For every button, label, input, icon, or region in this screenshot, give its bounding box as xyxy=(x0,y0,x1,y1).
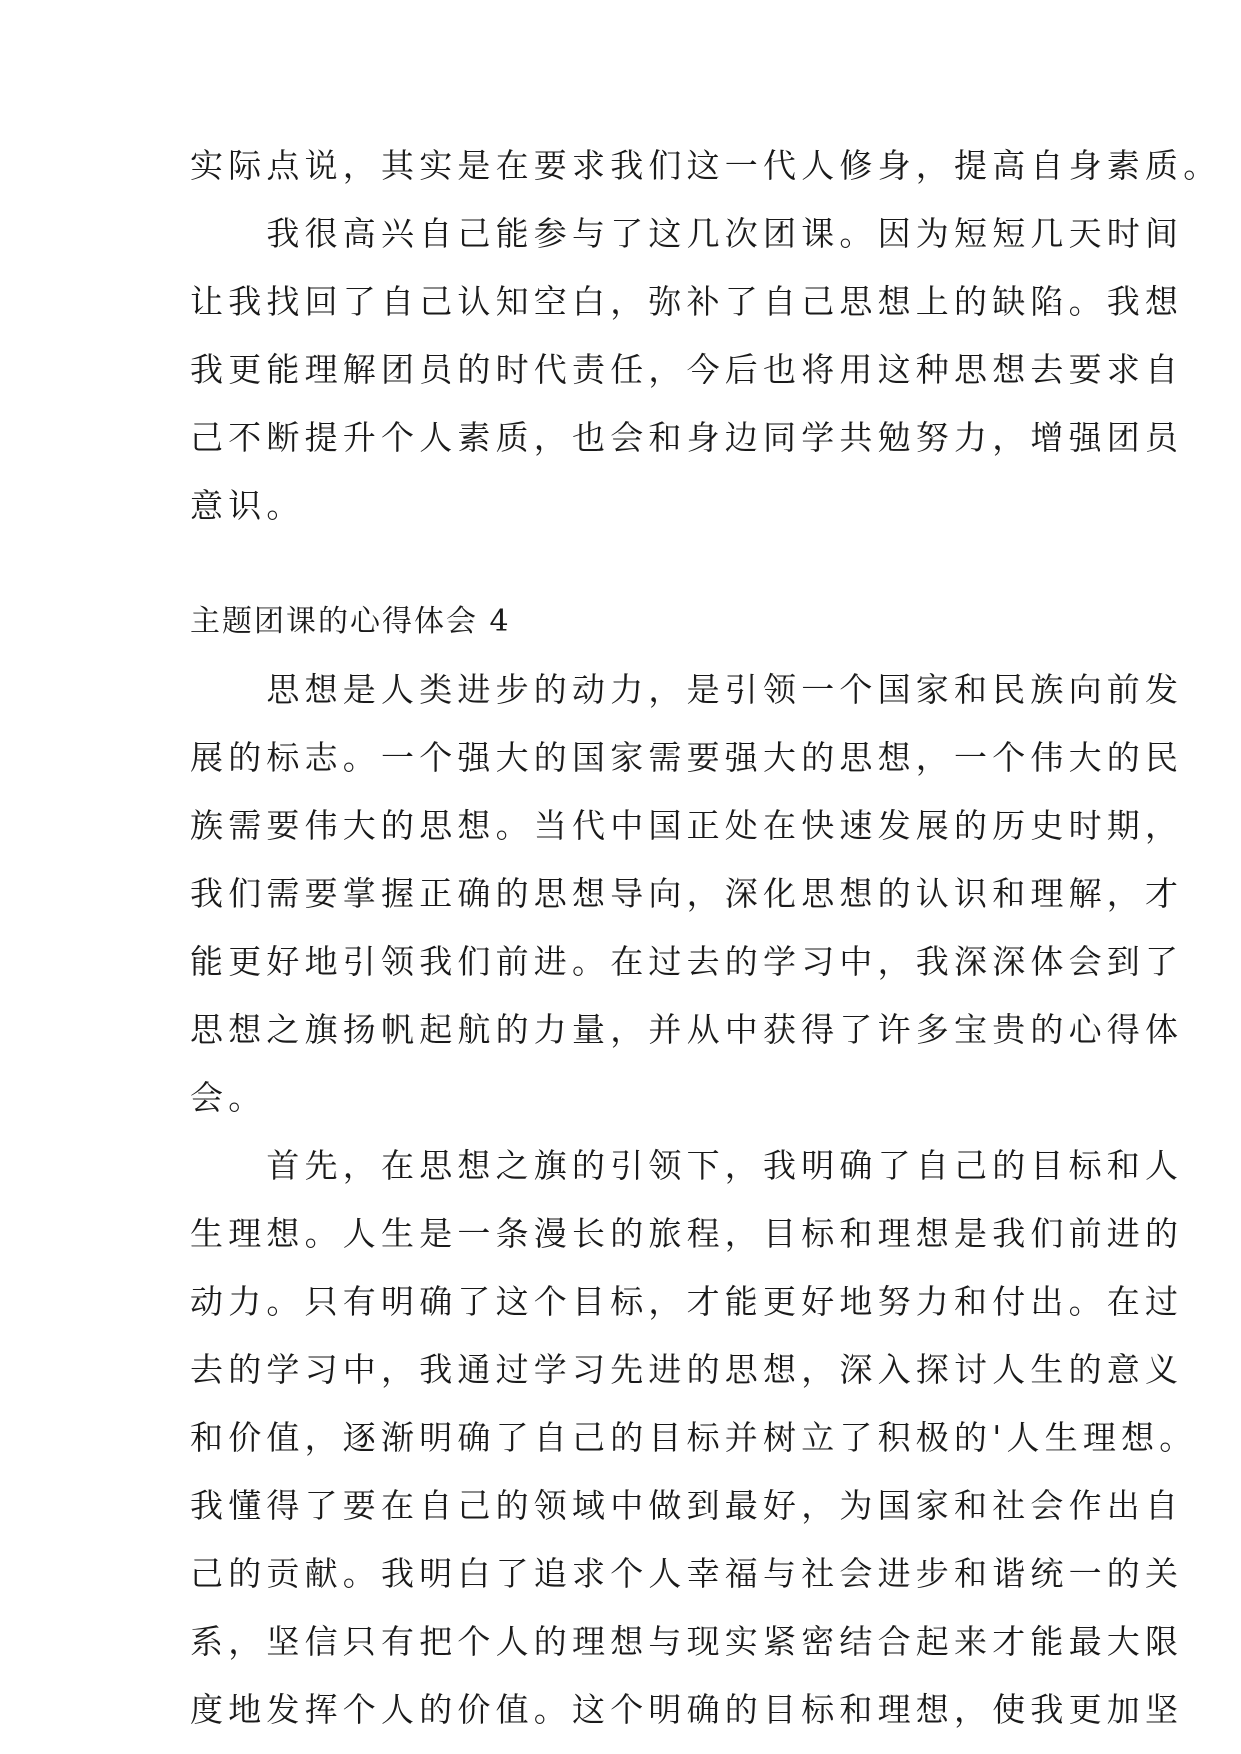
text-line: 我懂得了要在自己的领域中做到最好，为国家和社会作出自 xyxy=(190,1486,1184,1525)
text-line: 我很高兴自己能参与了这几次团课。因为短短几天时间 xyxy=(190,214,1184,253)
text-line: 我们需要掌握正确的思想导向，深化思想的认识和理解，才 xyxy=(190,874,1184,913)
text-line: 展的标志。一个强大的国家需要强大的思想，一个伟大的民 xyxy=(190,738,1184,777)
text-line: 动力。只有明确了这个目标，才能更好地努力和付出。在过 xyxy=(190,1282,1184,1321)
text-line: 和价值，逐渐明确了自己的目标并树立了积极的'人生理想。 xyxy=(190,1418,1198,1457)
text-line: 会。 xyxy=(190,1078,267,1117)
text-line: 生理想。人生是一条漫长的旅程，目标和理想是我们前进的 xyxy=(190,1214,1184,1253)
section-heading: 主题团课的心得体会 4 xyxy=(190,604,511,639)
text-line: 能更好地引领我们前进。在过去的学习中，我深深体会到了 xyxy=(190,942,1184,981)
text-line: 族需要伟大的思想。当代中国正处在快速发展的历史时期， xyxy=(190,806,1184,845)
text-line: 去的学习中，我通过学习先进的思想，深入探讨人生的意义 xyxy=(190,1350,1184,1389)
text-line: 度地发挥个人的价值。这个明确的目标和理想，使我更加坚 xyxy=(190,1690,1184,1729)
text-line: 让我找回了自己认知空白，弥补了自己思想上的缺陷。我想 xyxy=(190,282,1184,321)
text-line: 己不断提升个人素质，也会和身边同学共勉努力，增强团员 xyxy=(190,418,1184,457)
text-line: 意识。 xyxy=(190,486,305,525)
text-line: 我更能理解团员的时代责任，今后也将用这种思想去要求自 xyxy=(190,350,1184,389)
text-line: 实际点说，其实是在要求我们这一代人修身，提高自身素质。 xyxy=(190,146,1222,185)
text-line: 思想是人类进步的动力，是引领一个国家和民族向前发 xyxy=(190,670,1184,709)
text-line: 己的贡献。我明白了追求个人幸福与社会进步和谐统一的关 xyxy=(190,1554,1184,1593)
text-line: 首先，在思想之旗的引领下，我明确了自己的目标和人 xyxy=(190,1146,1184,1185)
text-line: 系，坚信只有把个人的理想与现实紧密结合起来才能最大限 xyxy=(190,1622,1184,1661)
text-line: 思想之旗扬帆起航的力量，并从中获得了许多宝贵的心得体 xyxy=(190,1010,1184,1049)
